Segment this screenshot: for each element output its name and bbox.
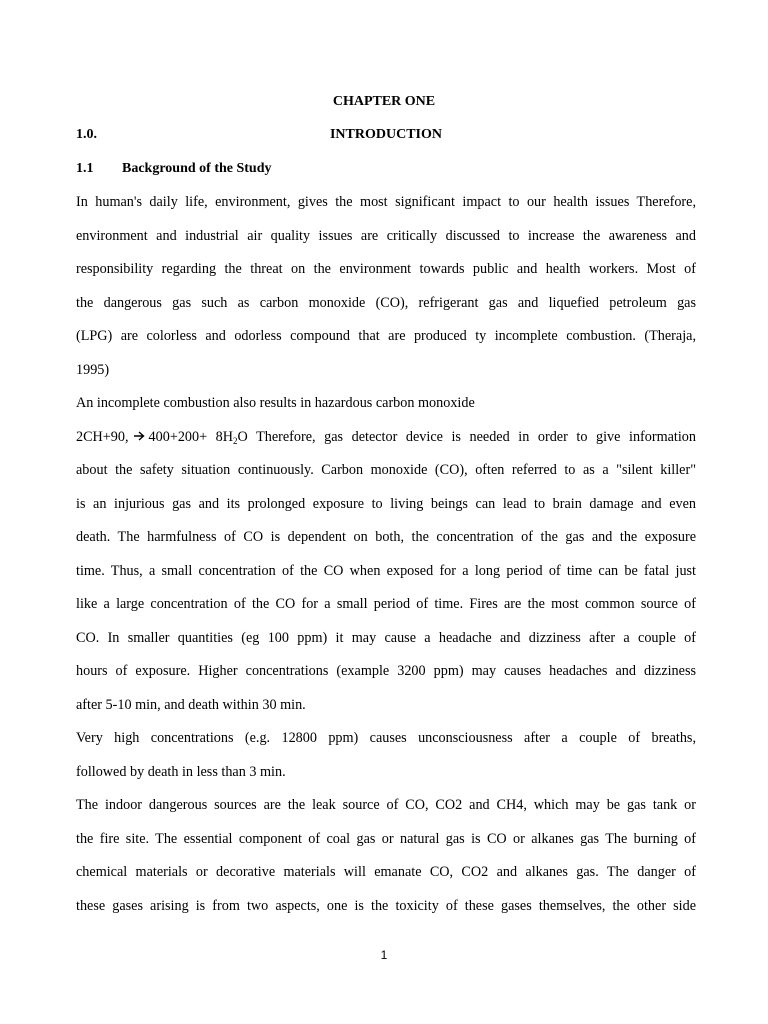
paragraph-line: about the safety situation continuously. Carbon monoxide (CO), often referred to as a "silent killer" [76, 462, 696, 478]
subsection-title: Background of the Study [122, 161, 272, 176]
chapter-heading: CHAPTER ONE [332, 94, 436, 109]
paragraph-2 [76, 387, 696, 421]
formula-right: 400+200+ 8H [148, 428, 234, 445]
paragraph-1 [76, 186, 696, 387]
paragraph-line: The indoor dangerous sources are the leak source of CO, CO2 and CH4, which may be gas tank or [76, 797, 696, 813]
paragraph-line: is an injurious gas and its prolonged exposure to living beings can lead to brain damage and even [76, 495, 696, 512]
paragraph-line: the fire site. The essential component of coal gas or natural gas is CO or alkanes gas The burning of [76, 830, 696, 847]
subsection-number: 1.1 [76, 161, 94, 176]
paragraph-line: these gases arising is from two aspects, one is the toxicity of these gases themselves, the other side [76, 897, 696, 914]
paragraph-line: An incomplete combustion also results in hazardous carbon monoxide [76, 395, 475, 411]
formula-subscript: 2 [233, 435, 238, 446]
paragraph-line: Very high concentrations (e.g. 12800 ppm) causes unconsciousness after a couple of breaths, [76, 730, 696, 746]
section-title: INTRODUCTION [329, 127, 442, 142]
paragraph-line: CO. In smaller quantities (eg 100 ppm) it may cause a headache and dizziness after a couple of [76, 629, 696, 646]
paragraph-5 [76, 789, 696, 923]
formula-right-tail: O [237, 428, 248, 445]
formula-left: 2CH+90, [76, 428, 129, 445]
paragraph-line-tail: Therefore, gas detector device is needed in order to give information [247, 428, 696, 445]
section-number: 1.0. [76, 127, 97, 142]
paragraph-line: like a large concentration of the CO for a small period of time. Fires are the most common source of [76, 596, 696, 612]
paragraph-line: chemical materials or decorative materials will emanate CO, CO2 and alkanes gas. The danger of [76, 864, 696, 880]
paragraph-line: (LPG) are colorless and odorless compound that are produced ty incomplete combustion. (Theraja, [76, 328, 696, 344]
paragraph-line: responsibility regarding the threat on the environment towards public and health workers. Most of [76, 261, 696, 277]
formula-line [76, 421, 696, 455]
paragraph-line: time. Thus, a small concentration of the CO when exposed for a long period of time can be fatal just [76, 562, 696, 579]
paragraph-line: hours of exposure. Higher concentrations (example 3200 ppm) may causes headaches and dizziness [76, 663, 696, 679]
paragraph-line: followed by death in less than 3 min. [76, 763, 286, 780]
paragraph-line: after 5-10 min, and death within 30 min. [76, 696, 306, 713]
paragraph-line: environment and industrial air quality issues are critically discussed to increase the awareness and [76, 227, 696, 244]
right-arrow-icon [133, 421, 145, 455]
paragraph-line: In human's daily life, environment, gives the most significant impact to our health issues Therefore, [76, 194, 696, 210]
paragraph-4 [76, 722, 696, 789]
body-text [76, 186, 696, 923]
paragraph-line: death. The harmfulness of CO is dependent on both, the concentration of the gas and the exposure [76, 529, 696, 545]
page-number: 1 [380, 948, 388, 962]
paragraph-line: the dangerous gas such as carbon monoxide (CO), refrigerant gas and liquefied petroleum gas [76, 294, 696, 311]
paragraph-3 [76, 421, 696, 723]
paragraph-line: 1995) [76, 361, 110, 378]
